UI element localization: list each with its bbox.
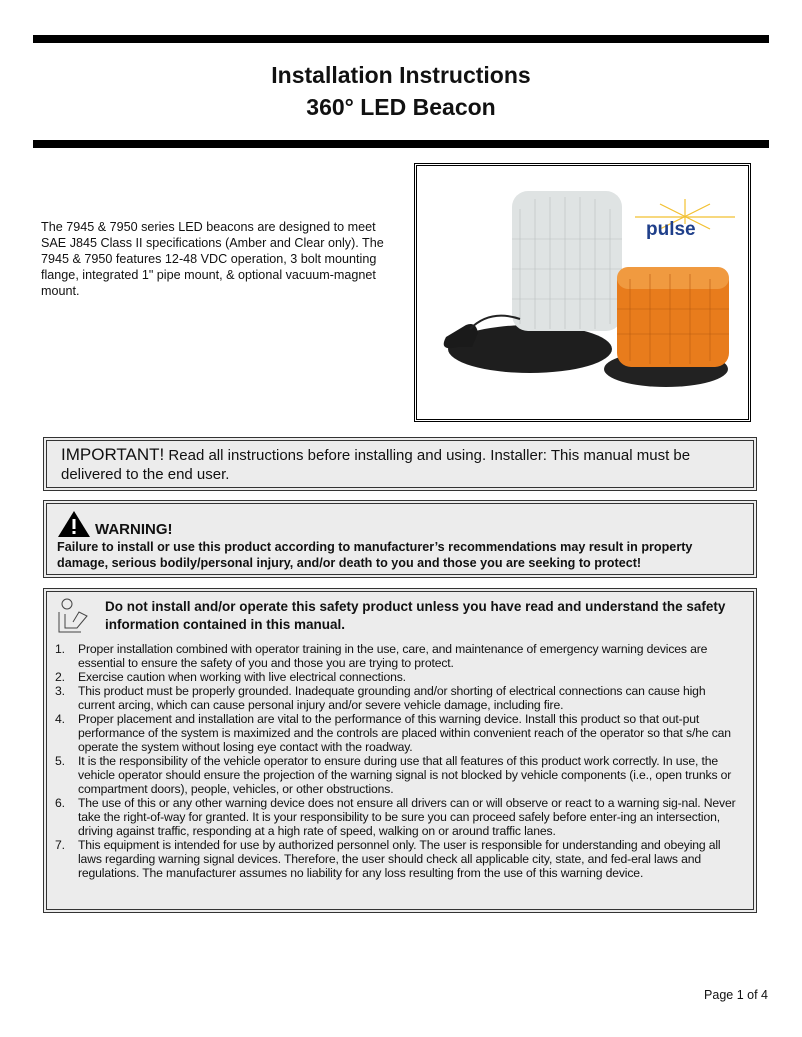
item-text: Proper placement and installation are vital to the performance of this warning device. Install this product so that out-put performance of the system is maximized and the controls are placed within convenient reach of the operator so that s/he can operate the system without losing eye contact with the roadway.: [78, 712, 731, 754]
title-bottom-rule: [33, 140, 769, 148]
safety-information: [43, 588, 757, 913]
item-text: Exercise caution when working with live electrical connections.: [78, 670, 406, 684]
warning-text: Failure to install or use this product according to manufacturer’s recommendations may result in property damage, serious bodily/personal injury, and/or death to you and those you are seeking to protect!: [57, 540, 693, 570]
list-item: [55, 670, 745, 684]
warning-triangle-icon: [57, 510, 91, 538]
beacon-photo: [420, 169, 745, 416]
list-item: [55, 712, 745, 754]
page-number: Page 1 of 4: [704, 988, 768, 1002]
item-number: 6.: [55, 796, 65, 810]
list-item: [55, 642, 745, 670]
safety-heading: Do not install and/or operate this safety product unless you have read and understand the safety information contained in this manual.: [105, 599, 726, 632]
important-notice: [43, 437, 757, 491]
read-manual-icon: [55, 598, 93, 636]
important-text: Read all instructions before installing and using. Installer: This manual must be delivered to the end user.: [61, 447, 691, 483]
list-item: [55, 754, 745, 796]
item-number: 1.: [55, 642, 65, 656]
item-number: 5.: [55, 754, 65, 768]
intro-paragraph: The 7945 & 7950 series LED beacons are designed to meet SAE J845 Class II specifications (Amber and Clear only). The 7945 & 7950 features 12-48 VDC operation, 3 bolt mounting flange, integrated 1" pipe mount, & optional vacuum-magnet mount.: [41, 220, 384, 298]
item-text: It is the responsibility of the vehicle operator to ensure during use that all features of this product work correctly. In use, the vehicle operator should ensure the projection of the warning signal is not blocked by vehicle components (i.e., open trunks or compartment doors), people, vehicles, or other obstructions.: [78, 754, 732, 796]
list-item: [55, 838, 745, 880]
title-line-1: Installation Instructions: [271, 62, 531, 88]
pulse-logo: pulse: [646, 219, 696, 240]
safety-list: [55, 642, 745, 880]
item-number: 2.: [55, 670, 65, 684]
top-rule: [33, 35, 769, 43]
important-lead: IMPORTANT!: [61, 445, 165, 464]
item-number: 7.: [55, 838, 65, 852]
item-text: This equipment is intended for use by authorized personnel only. The user is responsible for understanding and obeying all laws regarding warning signal devices. Therefore, the user should check all applicable city, state, and fed-eral laws and regulations. The manufacturer assumes no liability for any loss resulting from the use of this warning device.: [78, 838, 721, 880]
warning-heading: WARNING!: [95, 521, 173, 538]
warning-notice: [43, 500, 757, 578]
item-number: 3.: [55, 684, 65, 698]
list-item: [55, 684, 745, 712]
item-number: 4.: [55, 712, 65, 726]
title-line-2: 360° LED Beacon: [306, 94, 496, 120]
list-item: [55, 796, 745, 838]
page-title: [0, 59, 802, 123]
item-text: Proper installation combined with operator training in the use, care, and maintenance of emergency warning devices are essential to ensure the safety of you and those you are trying to protect.: [78, 642, 708, 670]
item-text: The use of this or any other warning device does not ensure all drivers can or will observe or react to a warning sig-nal. Never take the right-of-way for granted. It is your responsibility to be sure you can proceed safely before enter-ing an intersection, driving against traffic, responding at a high rate of speed, walking on or around traffic lanes.: [78, 796, 736, 838]
item-text: This product must be properly grounded. Inadequate grounding and/or shorting of electrical connections can cause high current arcing, which can cause personal injury and/or severe vehicle damage, including fire.: [78, 684, 706, 712]
product-image: [414, 163, 751, 422]
